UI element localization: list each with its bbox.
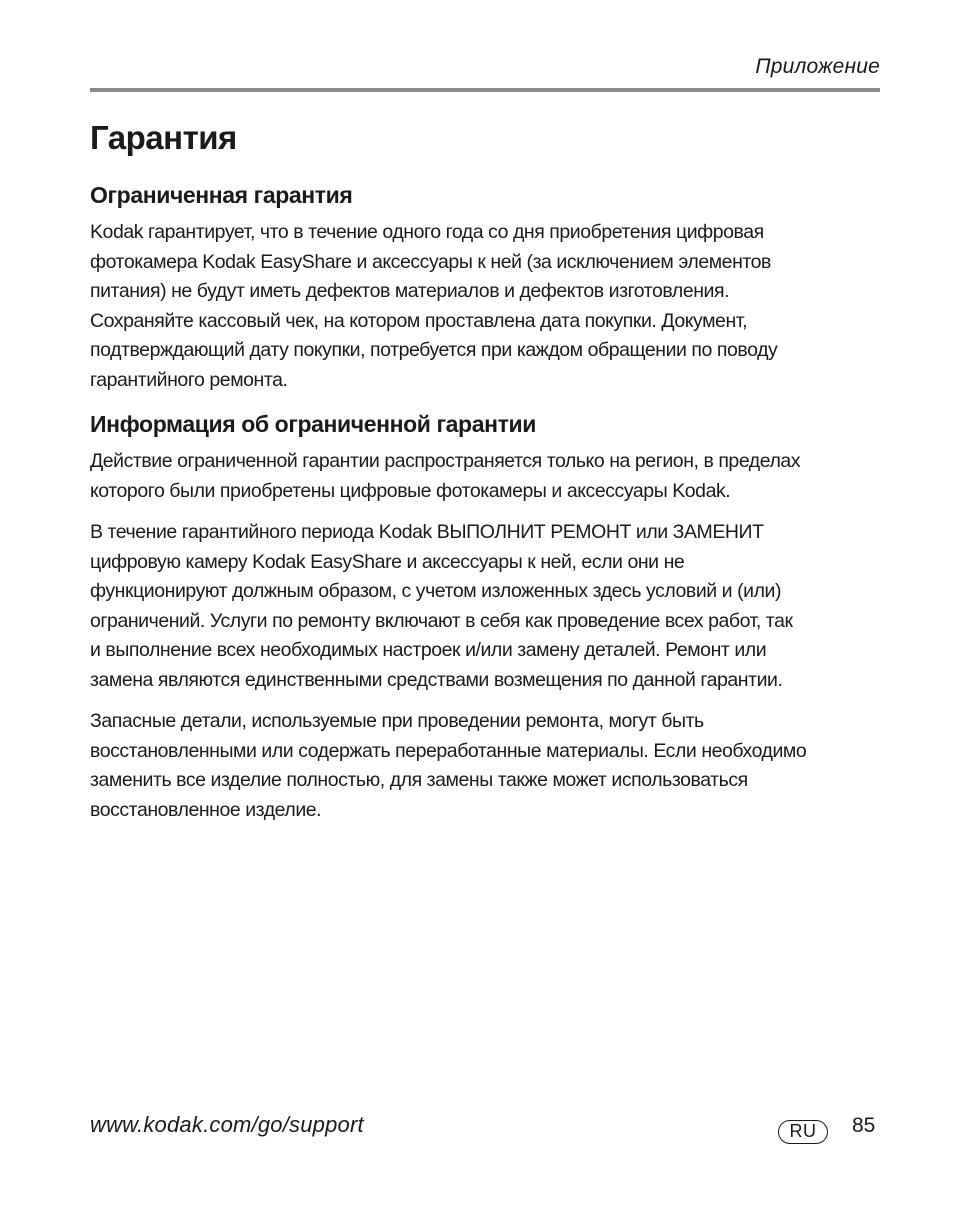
page-footer	[90, 1112, 880, 1152]
paragraph: Запасные детали, используемые при проведении ремонта, могут быть восстановленными или содержать переработанные материалы. Если необходимо заменить все изделие полностью, для замены также может использоваться восстановленное изделие.	[90, 710, 807, 821]
running-head: Приложение	[755, 55, 880, 78]
section-title: Информация об ограниченной гарантии	[90, 411, 536, 437]
page-title: Гарантия	[90, 119, 237, 156]
page-number: 85	[852, 1114, 876, 1137]
support-url[interactable]: www.kodak.com/go/support	[90, 1112, 364, 1137]
section-limited-warranty	[90, 180, 880, 395]
language-badge: RU	[778, 1120, 828, 1144]
paragraph: Kodak гарантирует, что в течение одного года со дня приобретения цифровая фотокамера Kodak EasyShare и аксессуары к ней (за исключением элементов питания) не будут иметь дефектов материалов и дефектов изготовления. Сохраняйте кассовый чек, на котором проставлена дата покупки. Документ, подтверждающий дату покупки, потребуется при каждом обращении по поводу гарантийного ремонта.	[90, 221, 778, 391]
page-content	[90, 112, 880, 837]
paragraph: Действие ограниченной гарантии распространяется только на регион, в пределах которого были приобретены цифровые фотокамеры и аксессуары Kodak.	[90, 450, 801, 502]
section-title: Ограниченная гарантия	[90, 182, 353, 208]
paragraph: В течение гарантийного периода Kodak ВЫПОЛНИТ РЕМОНТ или ЗАМЕНИТ цифровую камеру Kodak EasyShare и аксессуары к ней, если они не функционируют должным образом, с учетом изложенных здесь условий и (или) ограничений. Услуги по ремонту включают в себя как проведение всех работ, так и выполнение всех необходимых настроек и/или замену деталей. Ремонт или замена являются единственными средствами возмещения по данной гарантии.	[90, 521, 793, 691]
section-warranty-info	[90, 409, 880, 825]
header-divider	[90, 88, 880, 92]
